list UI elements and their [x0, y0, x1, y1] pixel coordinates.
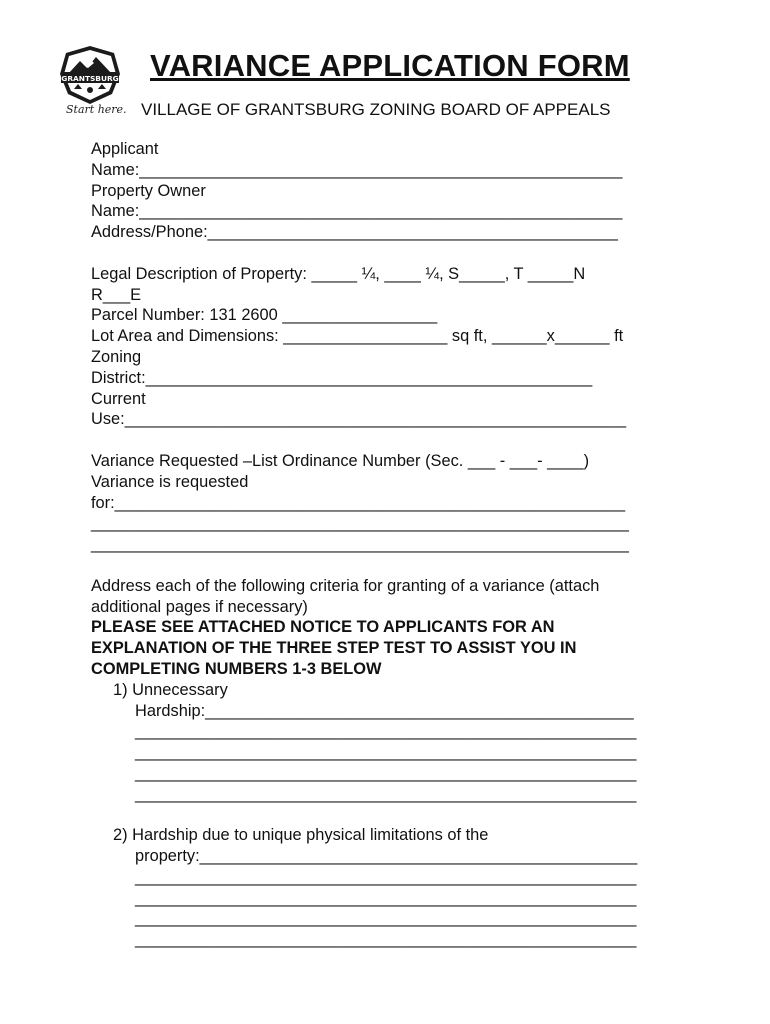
- criteria-section: [91, 576, 691, 680]
- variance-requested-label: Variance is requested: [91, 472, 249, 491]
- current-label: Current: [91, 389, 146, 408]
- criteria-item-1: [91, 680, 691, 805]
- page-subtitle: VILLAGE OF GRANTSBURG ZONING BOARD OF APPEALS: [141, 100, 611, 119]
- owner-label: Property Owner: [91, 181, 206, 200]
- parcel-number-field[interactable]: Parcel Number: 131 2600 _________________: [91, 306, 438, 325]
- answer-line[interactable]: _______________________________________________________: [135, 743, 637, 762]
- lot-area-field[interactable]: Lot Area and Dimensions: __________________ sq ft, ______x______ ft: [91, 327, 624, 346]
- zoning-label: Zoning: [91, 347, 142, 366]
- variance-section: [91, 451, 691, 555]
- answer-line[interactable]: _______________________________________________________: [135, 888, 637, 907]
- notice-text: COMPLETING NUMBERS 1-3 BELOW: [91, 659, 382, 678]
- variance-for-line[interactable]: ___________________________________________________________: [91, 514, 629, 533]
- item-number: 1): [113, 680, 128, 699]
- owner-name-field[interactable]: Name:_____________________________________________________: [91, 202, 623, 221]
- applicant-label: Applicant: [91, 140, 159, 158]
- answer-line[interactable]: _______________________________________________________: [135, 784, 637, 803]
- applicant-name-field[interactable]: Name:_____________________________________________________: [91, 160, 623, 179]
- legal-description-field[interactable]: Legal Description of Property: _____ ¼, ____ ¼, S_____, T _____N: [91, 264, 586, 283]
- variance-for-field[interactable]: for:________________________________________________________: [91, 493, 626, 512]
- application-form: [91, 139, 691, 950]
- property-section: [91, 264, 691, 430]
- answer-line[interactable]: _______________________________________________________: [135, 763, 637, 782]
- property-limitations-field[interactable]: property:________________________________________________: [135, 847, 638, 866]
- criteria-item-2: [91, 825, 691, 950]
- applicant-section: [91, 139, 691, 243]
- item-label: Unnecessary: [132, 680, 228, 699]
- answer-line[interactable]: _______________________________________________________: [135, 722, 637, 741]
- variance-for-line[interactable]: ___________________________________________________________: [91, 535, 629, 554]
- ordinance-number-field[interactable]: Variance Requested –List Ordinance Number (Sec. ___ - ___- ____): [91, 451, 590, 470]
- zoning-district-field[interactable]: District:_________________________________________________: [91, 368, 593, 387]
- current-use-field[interactable]: Use:_______________________________________________________: [91, 410, 627, 429]
- answer-line[interactable]: _______________________________________________________: [135, 930, 637, 949]
- notice-text: PLEASE SEE ATTACHED NOTICE TO APPLICANTS FOR AN: [91, 618, 555, 637]
- answer-line[interactable]: _______________________________________________________: [135, 909, 637, 928]
- hardship-field[interactable]: Hardship:_______________________________________________: [135, 701, 634, 720]
- logo-badge-icon: [54, 44, 126, 106]
- item-label: Hardship due to unique physical limitations of the: [132, 826, 489, 845]
- logo-text: GRANTSBURG: [61, 73, 119, 83]
- item-number: 2): [113, 826, 128, 845]
- answer-line[interactable]: _______________________________________________________: [135, 867, 637, 886]
- page-title: VARIANCE APPLICATION FORM: [150, 48, 630, 83]
- criteria-instructions: additional pages if necessary): [91, 597, 308, 616]
- logo-tagline: Start here.: [66, 103, 127, 116]
- criteria-instructions: Address each of the following criteria for granting of a variance (attach: [91, 576, 600, 595]
- address-phone-field[interactable]: Address/Phone:_____________________________________________: [91, 223, 618, 242]
- range-field[interactable]: R___E: [91, 285, 142, 304]
- notice-text: EXPLANATION OF THE THREE STEP TEST TO ASSIST YOU IN: [91, 639, 577, 658]
